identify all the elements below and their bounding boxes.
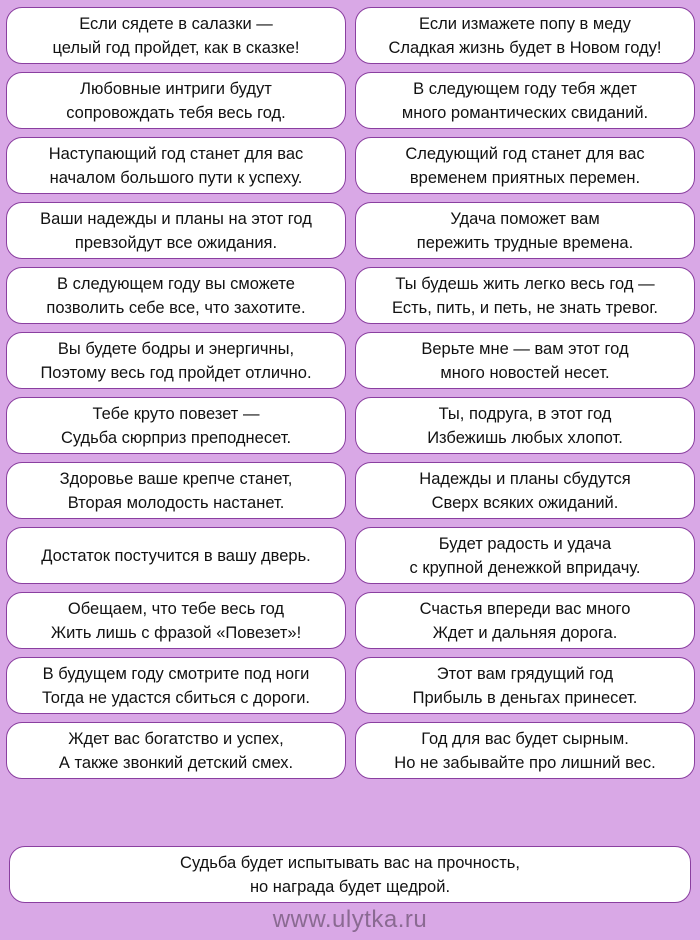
- prediction-line: Поэтому весь год пройдет отлично.: [40, 363, 312, 382]
- prediction-line: Но не забывайте про лишний вес.: [394, 753, 656, 772]
- prediction-line: Любовные интриги будут: [80, 79, 272, 98]
- prediction-line: Сладкая жизнь будет в Новом году!: [388, 38, 662, 57]
- prediction-line: но награда будет щедрой.: [249, 877, 451, 896]
- prediction-card: [355, 722, 695, 779]
- prediction-card: [355, 137, 695, 194]
- prediction-line: А также звонкий детский смех.: [58, 753, 294, 772]
- prediction-grid: [6, 7, 694, 779]
- prediction-card: [6, 592, 346, 649]
- prediction-card: [355, 462, 695, 519]
- prediction-line: целый год пройдет, как в сказке!: [52, 38, 300, 57]
- prediction-card: [355, 592, 695, 649]
- prediction-line: Верьте мне — вам этот год: [421, 339, 629, 358]
- prediction-card: [6, 267, 346, 324]
- prediction-line: Надежды и планы сбудутся: [419, 469, 631, 488]
- prediction-line: позволить себе все, что захотите.: [46, 298, 306, 317]
- prediction-line: Следующий год станет для вас: [405, 144, 645, 163]
- prediction-line: Будет радость и удача: [438, 534, 612, 553]
- prediction-line: Сверх всяких ожиданий.: [431, 493, 619, 512]
- prediction-line: Здоровье ваше крепче станет,: [59, 469, 293, 488]
- prediction-line: Ждет вас богатство и успех,: [68, 729, 284, 748]
- prediction-card: [6, 527, 346, 584]
- prediction-line: В следующем году тебя ждет: [413, 79, 637, 98]
- prediction-line: много новостей несет.: [440, 363, 610, 382]
- site-watermark: www.ulytka.ru: [272, 906, 428, 933]
- prediction-line: Судьба сюрприз преподнесет.: [60, 428, 292, 447]
- prediction-line: Избежишь любых хлопот.: [427, 428, 623, 447]
- prediction-line: временем приятных перемен.: [409, 168, 641, 187]
- prediction-line: Если измажете попу в меду: [419, 14, 631, 33]
- prediction-line: Судьба будет испытывать вас на прочность,: [180, 853, 520, 872]
- prediction-line: Этот вам грядущий год: [436, 664, 614, 683]
- prediction-line: превзойдут все ожидания.: [74, 233, 278, 252]
- prediction-line: Прибыль в деньгах принесет.: [412, 688, 638, 707]
- prediction-card: [355, 527, 695, 584]
- prediction-line: Вторая молодость настанет.: [67, 493, 285, 512]
- prediction-line: Ваши надежды и планы на этот год: [40, 209, 312, 228]
- prediction-line: Счастья впереди вас много: [419, 599, 631, 618]
- prediction-line: с крупной денежкой впридачу.: [409, 558, 641, 577]
- prediction-card: [355, 72, 695, 129]
- prediction-line: Ты будешь жить легко весь год —: [395, 274, 655, 293]
- prediction-line: много романтических свиданий.: [401, 103, 649, 122]
- prediction-card: [355, 7, 695, 64]
- prediction-line: Тебе круто повезет —: [92, 404, 260, 423]
- prediction-card: [6, 657, 346, 714]
- prediction-line: В будущем году смотрите под ноги: [42, 664, 310, 683]
- prediction-line: началом большого пути к успеху.: [49, 168, 303, 187]
- prediction-line: Достаток постучится в вашу дверь.: [41, 546, 311, 565]
- prediction-line: В следующем году вы сможете: [57, 274, 295, 293]
- prediction-card-wide: [9, 846, 691, 903]
- prediction-line: сопровождать тебя весь год.: [66, 103, 286, 122]
- prediction-line: Удача поможет вам: [450, 209, 600, 228]
- prediction-line: Обещаем, что тебе весь год: [67, 599, 285, 618]
- prediction-card: [355, 332, 695, 389]
- prediction-line: Жить лишь с фразой «Повезет»!: [50, 623, 302, 642]
- prediction-line: Если сядете в салазки —: [79, 14, 273, 33]
- prediction-card: [6, 137, 346, 194]
- prediction-card: [6, 397, 346, 454]
- prediction-line: Есть, пить, и петь, не знать тревог.: [392, 298, 658, 317]
- prediction-card: [6, 202, 346, 259]
- prediction-line: Год для вас будет сырным.: [421, 729, 629, 748]
- prediction-card: [355, 657, 695, 714]
- prediction-card: [355, 267, 695, 324]
- prediction-card: [6, 462, 346, 519]
- prediction-line: пережить трудные времена.: [416, 233, 634, 252]
- prediction-line: Ты, подруга, в этот год: [438, 404, 612, 423]
- prediction-card: [6, 332, 346, 389]
- prediction-line: Ждет и дальняя дорога.: [432, 623, 618, 642]
- prediction-card: [355, 397, 695, 454]
- prediction-card: [355, 202, 695, 259]
- prediction-card: [6, 7, 346, 64]
- prediction-line: Наступающий год станет для вас: [48, 144, 304, 163]
- prediction-line: Вы будете бодры и энергичны,: [57, 339, 295, 358]
- prediction-line: Тогда не удастся сбиться с дороги.: [41, 688, 311, 707]
- prediction-card: [6, 722, 346, 779]
- prediction-card: [6, 72, 346, 129]
